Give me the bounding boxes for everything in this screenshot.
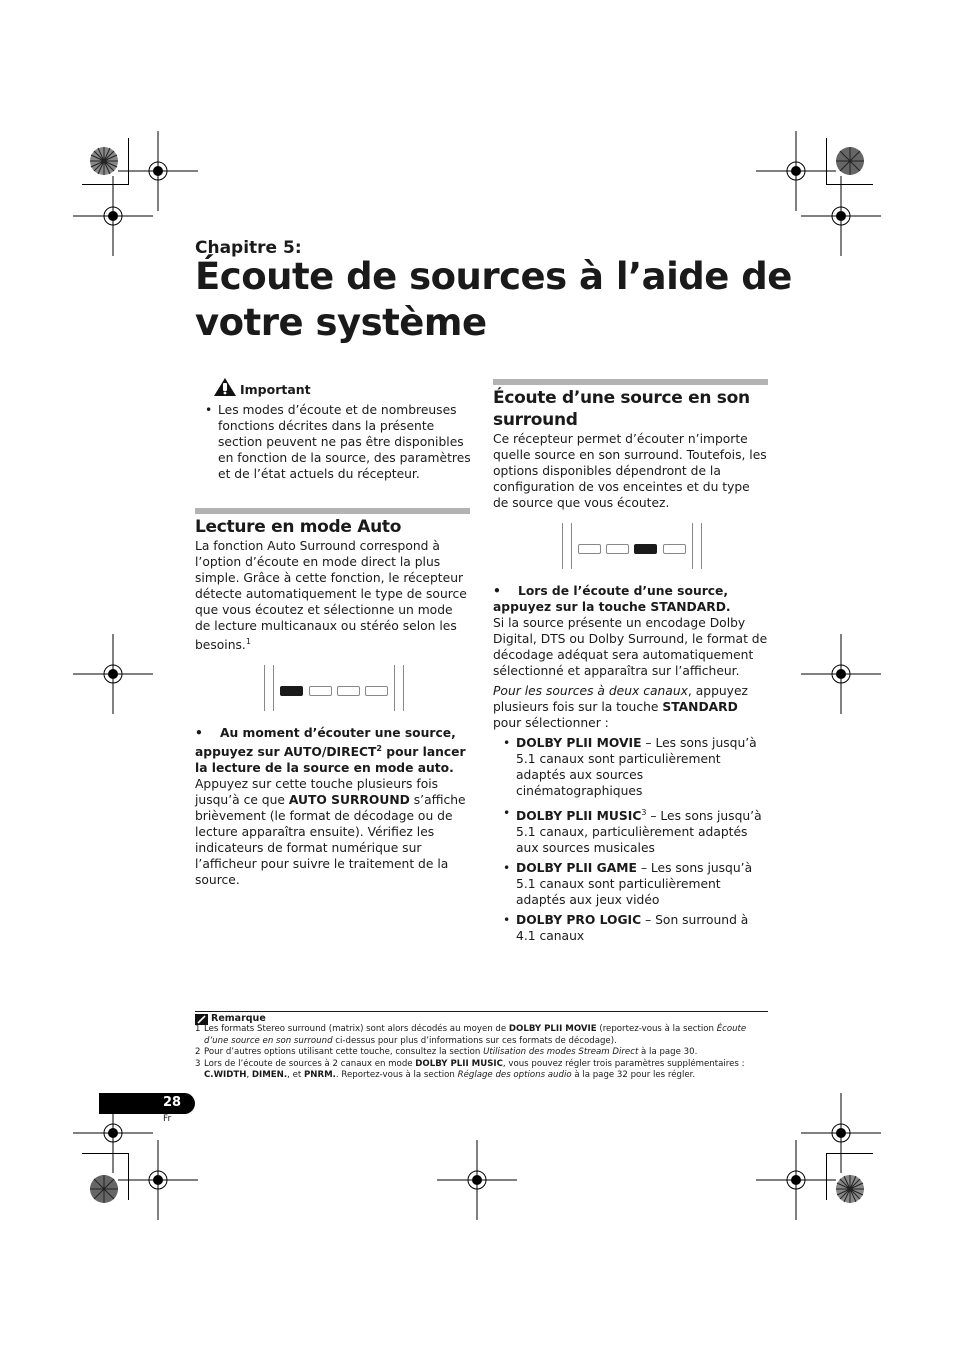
mode-desc: – Les sons jusqu’à 5.1 canaux sont particulièrement adaptés aux sources cinématographiques [516,736,757,798]
chapter-title [195,254,815,346]
display-segment [663,544,686,554]
note-italic: Réglage des options audio [457,1070,572,1081]
auto-surround-label: AUTO SURROUND [288,793,410,808]
display-segment [365,686,388,696]
auto-section [195,516,470,653]
note-text: Les formats Stereo surround (matrix) sont alors décodés au moyen de [204,1024,509,1035]
mode-name: DOLBY PLII GAME [516,861,637,876]
auto-step-text-b: pour lancer la lecture de la source en mode auto. [195,745,466,776]
display-bracket-right [692,523,702,569]
note-text: , et [287,1070,304,1081]
surround-section-heading: Écoute d’une source en son surround [493,388,750,430]
crosshair-icon [118,1140,198,1220]
surround-step-text: Lors de l’écoute d’une source, appuyez sur la touche STANDARD. [493,584,731,614]
crosshair-icon [73,634,153,714]
display-bracket-right [394,665,404,711]
mode-name: DOLBY PRO LOGIC [516,913,642,928]
important-box [205,377,473,482]
crosshair-icon [73,176,153,256]
notes-heading-row [195,1013,770,1024]
note-bold: DOLBY PLII MOVIE [508,1024,597,1035]
note-text: Lors de l’écoute de sources à 2 canaux en mode [204,1058,416,1069]
notes-rule [195,1011,768,1012]
auto-step [195,725,470,888]
display-segment [606,544,629,554]
note-number: 3 [195,1058,201,1069]
bullet-dot: • [503,806,511,820]
important-item [205,402,473,482]
note-text: , [246,1070,252,1081]
footnote-ref-1: 1 [245,637,251,646]
auto-step-body [195,776,470,888]
mode-desc: – Son surround à 4.1 canaux [516,913,749,944]
standard-label: STANDARD [662,700,738,714]
rosette-icon [88,145,120,177]
surround-step [493,583,768,944]
notes-heading: Remarque [211,1013,266,1024]
important-heading: Important [240,382,311,397]
mode-desc: – Les sons jusqu’à 5.1 canaux, particulièrement adaptés aux sources musicales [516,809,762,856]
chapter-title-line2: votre système [195,301,487,344]
chapter-title-line1: Écoute de sources à l’aide de [195,255,792,298]
note-italic: Utilisation des modes Stream Direct [483,1047,639,1058]
display-segment [337,686,360,696]
note-bold: DOLBY PLII MUSIC [415,1058,503,1069]
bullet-dot: • [205,403,213,417]
section-bar [493,379,768,385]
auto-step-instruction: • Au moment d’écouter une source, appuyez sur AUTO/DIRECT$^2$ pour lancer la lecture de la source en mode auto. [195,726,466,776]
rosette-icon [834,1173,866,1205]
section-bar [195,508,470,514]
mode-item [493,735,768,799]
notes-section [195,1013,770,1081]
surround-step-instruction: • Lors de l’écoute d’une source, appuyez sur la touche STANDARD. [493,584,731,614]
note-number: 1 [195,1024,201,1035]
crosshair-icon [801,634,881,714]
rosette-icon [88,1173,120,1205]
display-segment [578,544,601,554]
crosshair-icon [756,1140,836,1220]
mode-item [493,805,768,856]
footnote-ref-2: 2 [376,744,382,753]
rosette-icon [834,145,866,177]
note-text: à la page 30. [638,1047,698,1058]
two-channel-b: pour sélectionner : [493,716,609,730]
surround-intro: Ce récepteur permet d’écouter n’importe quelle source en son surround. Toutefois, les options disponibles dépendront de la configuration de vos enceintes et du type de source que vous écoutez. [493,432,767,510]
two-channel-text [493,683,768,731]
note-bold: DIMEN. [251,1070,288,1081]
auto-intro-text: La fonction Auto Surround correspond à l’option d’écoute en mode direct la plus simple. Grâce à cette fonction, le récepteur détecte automatiquement le type de source que vous écoutez et sélectionne un mode de lecture multicanaux ou stéréo selon les besoins. [195,539,467,653]
note-number: 2 [195,1047,201,1058]
chapter-label: Chapitre 5: [195,238,302,258]
note-bold: C.WIDTH [204,1070,247,1081]
mode-name: DOLBY PLII MUSIC [516,809,642,824]
bullet-dot: • [503,736,511,750]
auto-body-a: Appuyez sur cette touche plusieurs fois jusqu’à ce que [195,777,439,808]
important-text: Les modes d’écoute et de nombreuses fonctions décrites dans la présente section peuvent ne pas être disponibles en fonction de la source, des paramètres et de l’état actuels du récepteur. [218,403,471,481]
bullet-dot: • [503,861,511,876]
two-channel-a: , appuyez plusieurs fois sur la touche [493,684,748,714]
language-code: Fr [163,1114,172,1124]
front-display-auto [264,665,404,711]
note-3 [195,1059,770,1082]
front-display-standard [562,523,702,569]
mode-item [493,912,768,944]
note-text: Pour d’autres options utilisant cette touche, consultez la section [204,1047,484,1058]
two-channel-italic: Pour les sources à deux canaux [493,684,688,698]
display-segment [309,686,332,696]
note-text: ci-dessus pour plus d’informations sur ces formats de décodage). [332,1035,617,1046]
note-text: (reportez-vous à la section [596,1024,717,1035]
mode-item [493,860,768,908]
note-text: , vous pouvez régler trois paramètres supplémentaires : [502,1058,745,1069]
auto-step-text-a: Au moment d’écouter une source, appuyez sur AUTO/DIRECT [195,726,456,760]
mode-name: DOLBY PLII MOVIE [516,736,642,750]
mode-desc: – Les sons jusqu’à 5.1 canaux sont particulièrement adaptés aux jeux vidéo [516,861,753,908]
footnote-ref-3: 3 [641,808,647,817]
crosshair-icon [437,1140,517,1220]
surround-step-body: Si la source présente un encodage Dolby Digital, DTS ou Dolby Surround, le format de décodage adéquat sera automatiquement sélectionné et apparaîtra sur l’afficheur. [493,616,768,678]
note-italic: Écoute d’une source en son surround [204,1024,747,1046]
display-segment-lit [280,686,303,696]
page-number: 28 [163,1095,182,1110]
display-segment-lit [634,544,657,554]
note-bold: PNRM. [303,1070,336,1081]
bullet-dot: • [503,913,511,928]
surround-section [493,387,768,511]
note-1 [195,1024,770,1047]
auto-intro [195,538,470,653]
crosshair-icon [801,176,881,256]
display-bracket-left [562,523,572,569]
auto-body-b: s’affiche brièvement (le format de décodage ou de lecture apparaîtra ensuite). Vérifiez les indicateurs de format numérique sur l’afficheur pour suivre le traitement de la source. [195,793,466,888]
note-text: . Reportez-vous à la section [335,1070,458,1081]
hand-warning-icon [213,377,237,397]
note-text: à la page 32 pour les régler. [571,1070,696,1081]
display-bracket-left [264,665,274,711]
note-2 [195,1047,770,1058]
auto-section-heading: Lecture en mode Auto [195,517,402,537]
